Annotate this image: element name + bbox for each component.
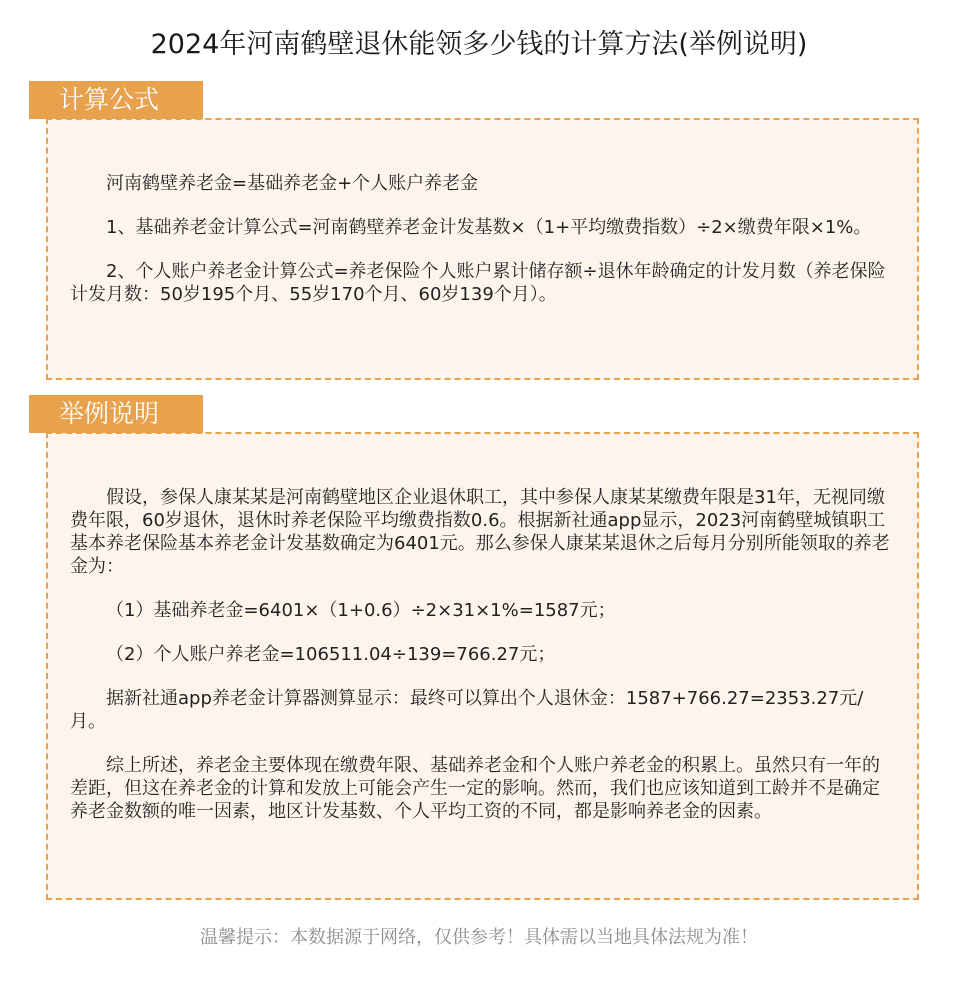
formula-paragraph: 2、个人账户养老金计算公式=养老保险个人账户累计储存额÷退休年龄确定的计发月数（养老保险计发月数：50岁195个月、55岁170个月、60岁139个月）。 — [70, 261, 886, 305]
example-section-heading: 举例说明 — [29, 395, 203, 433]
example-section-box — [46, 432, 919, 900]
footer-disclaimer: 温馨提示：本数据源于网络，仅供参考！具体需以当地具体法规为准！ — [200, 927, 758, 948]
page-title: 2024年河南鹤壁退休能领多少钱的计算方法(举例说明) — [150, 29, 808, 60]
example-paragraph: （1）基础养老金=6401×（1+0.6）÷2×31×1%=1587元； — [106, 600, 616, 621]
formula-section-heading: 计算公式 — [29, 81, 203, 119]
formula-section-box — [46, 118, 919, 380]
example-paragraph: （2）个人账户养老金=106511.04÷139=766.27元； — [106, 644, 556, 665]
example-paragraph: 综上所述，养老金主要体现在缴费年限、基础养老金和个人账户养老金的积累上。虽然只有一年的差距，但这在养老金的计算和发放上可能会产生一定的影响。然而，我们也应该知道到工龄并不是确定养老金数额的唯一因素，地区计发基数、个人平均工资的不同，都是影响养老金的因素。 — [70, 755, 880, 822]
formula-paragraph: 河南鹤壁养老金=基础养老金+个人账户养老金 — [106, 173, 479, 194]
formula-paragraph: 1、基础养老金计算公式=河南鹤壁养老金计发基数×（1+平均缴费指数）÷2×缴费年限×1%。 — [106, 217, 872, 238]
example-paragraph: 假设，参保人康某某是河南鹤壁地区企业退休职工，其中参保人康某某缴费年限是31年，无视同缴费年限，60岁退休，退休时养老保险平均缴费指数0.6。根据新社通app显示，2023河南鹤壁城镇职工基本养老保险基本养老金计发基数确定为6401元。那么参保人康某某退休之后每月分别所能领取的养老金为： — [70, 487, 890, 577]
example-paragraph: 据新社通app养老金计算器测算显示：最终可以算出个人退休金：1587+766.27=2353.27元/月。 — [70, 688, 864, 732]
